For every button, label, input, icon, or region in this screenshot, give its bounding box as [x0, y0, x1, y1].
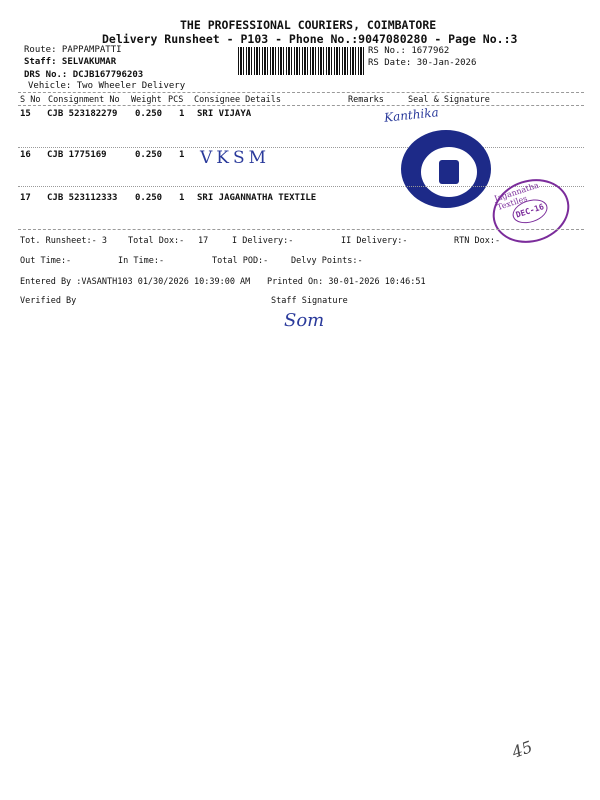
col-consignment: Consignment No: [48, 95, 120, 105]
stamp-date: DEC-16: [510, 195, 551, 227]
tot-runsheet: Tot. Runsheet:- 3: [20, 236, 107, 246]
signature-vksm: VKSM: [200, 148, 271, 168]
total-dox-value: 17: [198, 236, 209, 246]
staff-signature: Som: [284, 310, 325, 331]
row-weight: 0.250: [135, 150, 163, 160]
total-dox-label: Total Dox:-: [128, 236, 185, 246]
staff-label: Staff: SELVAKUMAR: [24, 57, 117, 67]
col-consignee: Consignee Details: [194, 95, 281, 105]
row-pcs: 1: [179, 109, 185, 119]
row-consignment: CJB 523112333: [47, 193, 118, 203]
col-pcs: PCS: [168, 95, 184, 105]
header-rule-bottom: [18, 105, 584, 106]
round-seal-stamp: [401, 130, 491, 208]
stamp-text: Jagannatha Textiles: [493, 180, 540, 213]
row-divider: [18, 147, 584, 148]
barcode: [238, 47, 364, 75]
vehicle-label: Vehicle: Two Wheeler Delivery: [28, 81, 186, 91]
signature-kanthika: Kanthika: [383, 105, 440, 125]
page-mark: 45: [509, 737, 535, 762]
row-weight: 0.250: [135, 193, 163, 203]
route-label: Route: PAPPAMPATTI: [24, 45, 122, 55]
row-pcs: 1: [179, 150, 185, 160]
entered-by: Entered By :VASANTH103 01/30/2026 10:39:00 AM: [20, 277, 251, 287]
row-consignment: CJB 523182279: [47, 109, 118, 119]
table-rule-bottom: [18, 229, 584, 230]
col-sno: S No: [20, 95, 41, 105]
rtn-dox: RTN Dox:-: [454, 236, 501, 246]
printed-on: Printed On: 30-01-2026 10:46:51: [267, 277, 426, 287]
col-seal: Seal & Signature: [408, 95, 490, 105]
out-time: Out Time:-: [20, 256, 72, 266]
row-weight: 0.250: [135, 109, 163, 119]
row-consignee: SRI VIJAYA: [197, 109, 252, 119]
row-pcs: 1: [179, 193, 185, 203]
col-weight: Weight: [131, 95, 162, 105]
total-pod: Total POD:-: [212, 256, 269, 266]
rs-number: RS No.: 1677962: [368, 46, 450, 56]
col-remarks: Remarks: [348, 95, 384, 105]
row-sno: 15: [20, 109, 31, 119]
row-sno: 16: [20, 150, 31, 160]
row-sno: 17: [20, 193, 31, 203]
staff-signature-label: Staff Signature: [271, 296, 348, 306]
delvy-points: Delvy Points:-: [291, 256, 363, 266]
row-consignee: SRI JAGANNATHA TEXTILE: [197, 193, 317, 203]
row-divider: [18, 186, 584, 187]
header-rule-top: [18, 92, 584, 93]
in-time: In Time:-: [118, 256, 165, 266]
ii-delivery: II Delivery:-: [341, 236, 408, 246]
row-consignment: CJB 1775169: [47, 150, 107, 160]
runsheet-subtitle: Delivery Runsheet - P103 - Phone No.:9047080280 - Page No.:3: [102, 32, 518, 46]
company-title: THE PROFESSIONAL COURIERS, COIMBATORE: [180, 18, 437, 32]
rs-date: RS Date: 30-Jan-2026: [368, 58, 477, 68]
drs-label: DRS No.: DCJB167796203: [24, 70, 144, 80]
i-delivery: I Delivery:-: [232, 236, 294, 246]
verified-by: Verified By: [20, 296, 77, 306]
